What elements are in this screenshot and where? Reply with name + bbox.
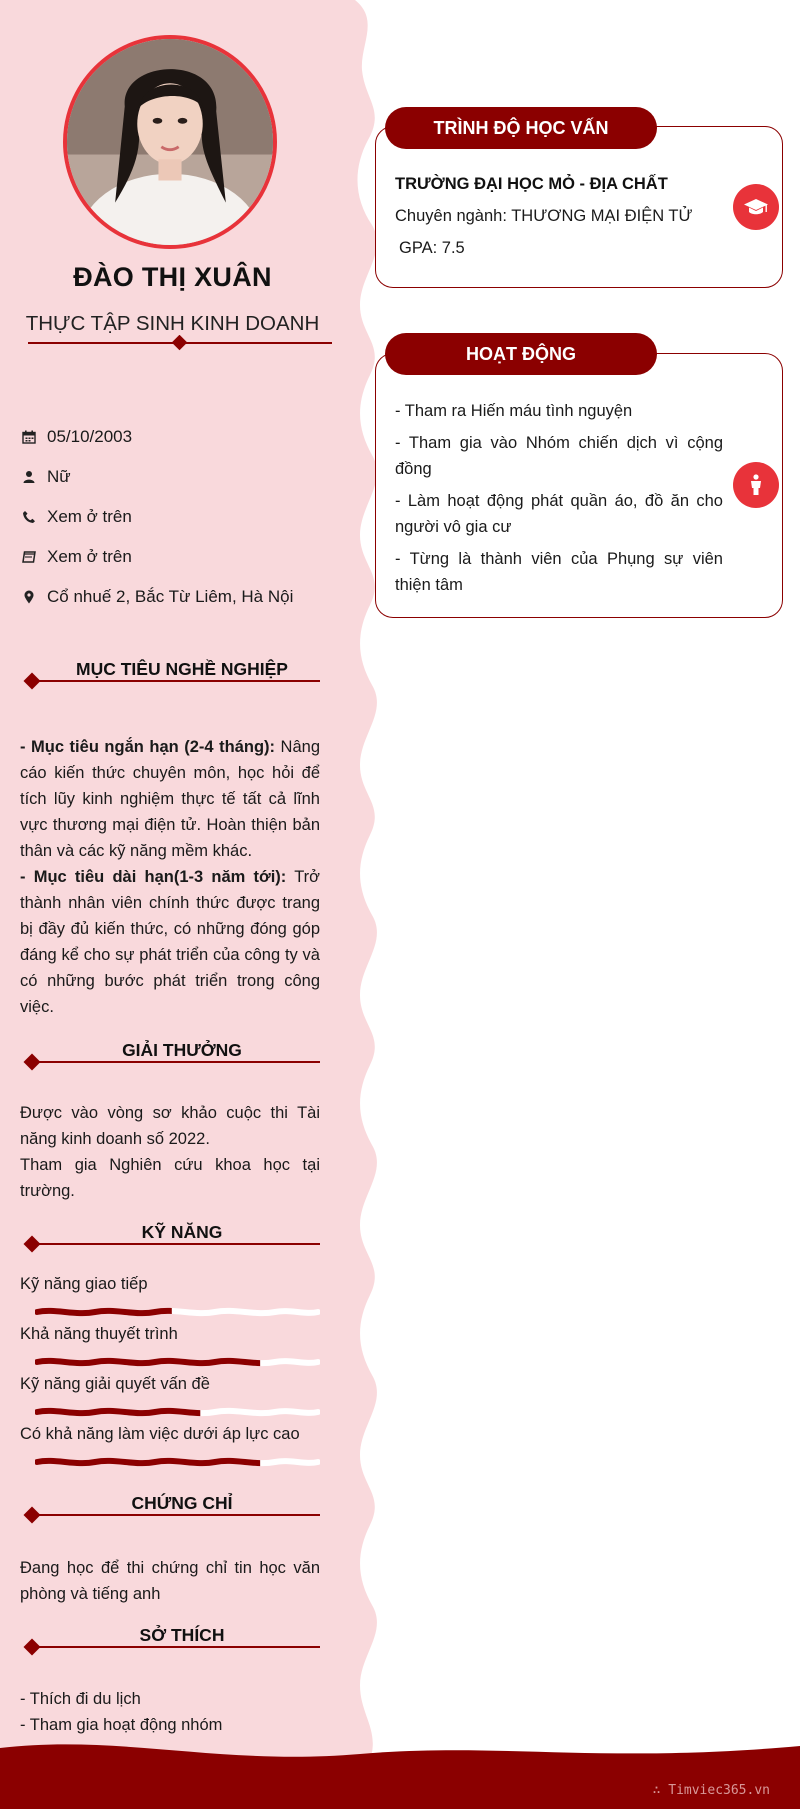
address-value: Cổ nhuế 2, Bắc Từ Liêm, Hà Nội	[47, 587, 294, 606]
school-name: TRƯỜNG ĐẠI HỌC MỎ - ĐỊA CHẤT	[395, 175, 668, 193]
person-icon	[20, 468, 38, 486]
hobbies-text	[20, 1686, 320, 1738]
award-item: Tham gia Nghiên cứu khoa học tại trường.	[20, 1156, 320, 1200]
email-icon	[20, 548, 38, 566]
activity-item: - Từng là thành viên của Phụng sự viên thiện tâm	[395, 550, 723, 594]
gpa: GPA: 7.5	[399, 239, 465, 257]
certificates-title: CHỨNG CHỈ	[131, 1493, 233, 1513]
education-title: TRÌNH ĐỘ HỌC VẤN	[385, 107, 657, 149]
awards-text	[20, 1100, 320, 1204]
contact-phone	[20, 506, 132, 528]
job-title: THỰC TẬP SINH KINH DOANH	[25, 312, 320, 335]
hobbies-heading	[22, 1625, 322, 1655]
award-item: Được vào vòng sơ khảo cuộc thi Tài năng kinh doanh số 2022.	[20, 1104, 320, 1148]
hobby-item: - Tham gia hoạt động nhóm	[20, 1716, 223, 1734]
objective-text	[20, 734, 320, 1020]
gender-value: Nữ	[47, 467, 71, 486]
skill-label: Khả năng thuyết trình	[20, 1325, 178, 1343]
phone-icon	[20, 508, 38, 526]
skill-label: Kỹ năng giải quyết vấn đề	[20, 1375, 210, 1393]
activities-list	[395, 398, 723, 604]
phone-value: Xem ở trên	[47, 507, 132, 526]
certificates-heading	[22, 1493, 322, 1523]
skills-title: KỸ NĂNG	[141, 1222, 223, 1242]
email-value: Xem ở trên	[47, 547, 132, 566]
birthday-value: 05/10/2003	[47, 427, 133, 446]
contact-email	[20, 546, 132, 568]
skill-bar	[35, 1456, 320, 1468]
skills-heading	[22, 1222, 322, 1252]
activity-item: - Tham ra Hiến máu tình nguyện	[395, 402, 633, 420]
calendar-icon	[20, 428, 38, 446]
contact-birthday	[20, 426, 132, 448]
hobbies-title: SỞ THÍCH	[139, 1625, 225, 1645]
portrait-image	[67, 39, 273, 245]
major: Chuyên ngành: THƯƠNG MẠI ĐIỆN TỬ	[395, 207, 693, 225]
watermark: ∴ Timviec365.vn	[652, 1783, 770, 1798]
location-icon	[20, 588, 38, 606]
activity-item: - Làm hoạt động phát quần áo, đồ ăn cho người vô gia cư	[395, 492, 723, 536]
footer-wave	[0, 1740, 800, 1809]
person-standing-icon	[733, 462, 779, 508]
skill-label: Kỹ năng giao tiếp	[20, 1275, 148, 1293]
graduation-cap-icon	[733, 184, 779, 230]
objective-short-label: - Mục tiêu ngắn hạn (2-4 tháng):	[20, 738, 276, 756]
objective-heading	[22, 659, 322, 689]
title-divider	[28, 335, 332, 351]
activities-title: HOẠT ĐỘNG	[385, 333, 657, 375]
awards-title: GIẢI THƯỞNG	[122, 1040, 242, 1060]
contact-address	[20, 586, 293, 608]
objective-title: MỤC TIÊU NGHỀ NGHIỆP	[76, 659, 288, 679]
objective-long-text: Trở thành nhân viên chính thức được trang bị đầy đủ kiến thức, có những đóng góp đáng kể cho sự phát triển của công ty và có những bước phát triển trong công việc.	[20, 868, 321, 1016]
skill-bar	[35, 1356, 320, 1368]
awards-heading	[22, 1040, 322, 1070]
objective-long-label: - Mục tiêu dài hạn(1-3 năm tới):	[20, 868, 287, 886]
objective-short-text: Nâng cáo kiến thức chuyên môn, học hỏi để tích lũy kinh nghiệm thực tế tất cả lĩnh vực thương mại điện tử. Hoàn thiện bản thân và các kỹ năng mềm khác.	[20, 738, 320, 860]
skill-bar	[35, 1306, 320, 1318]
skill-label: Có khả năng làm việc dưới áp lực cao	[20, 1425, 300, 1443]
full-name: ĐÀO THỊ XUÂN	[73, 262, 272, 292]
skill-bar	[35, 1406, 320, 1418]
hobby-item: - Thích đi du lịch	[20, 1690, 141, 1708]
activity-item: - Tham gia vào Nhóm chiến dịch vì cộng đồng	[395, 434, 723, 478]
certificates-text: Đang học để thi chứng chỉ tin học văn phòng và tiếng anh	[20, 1559, 320, 1603]
contact-gender	[20, 466, 71, 488]
avatar	[63, 35, 277, 249]
